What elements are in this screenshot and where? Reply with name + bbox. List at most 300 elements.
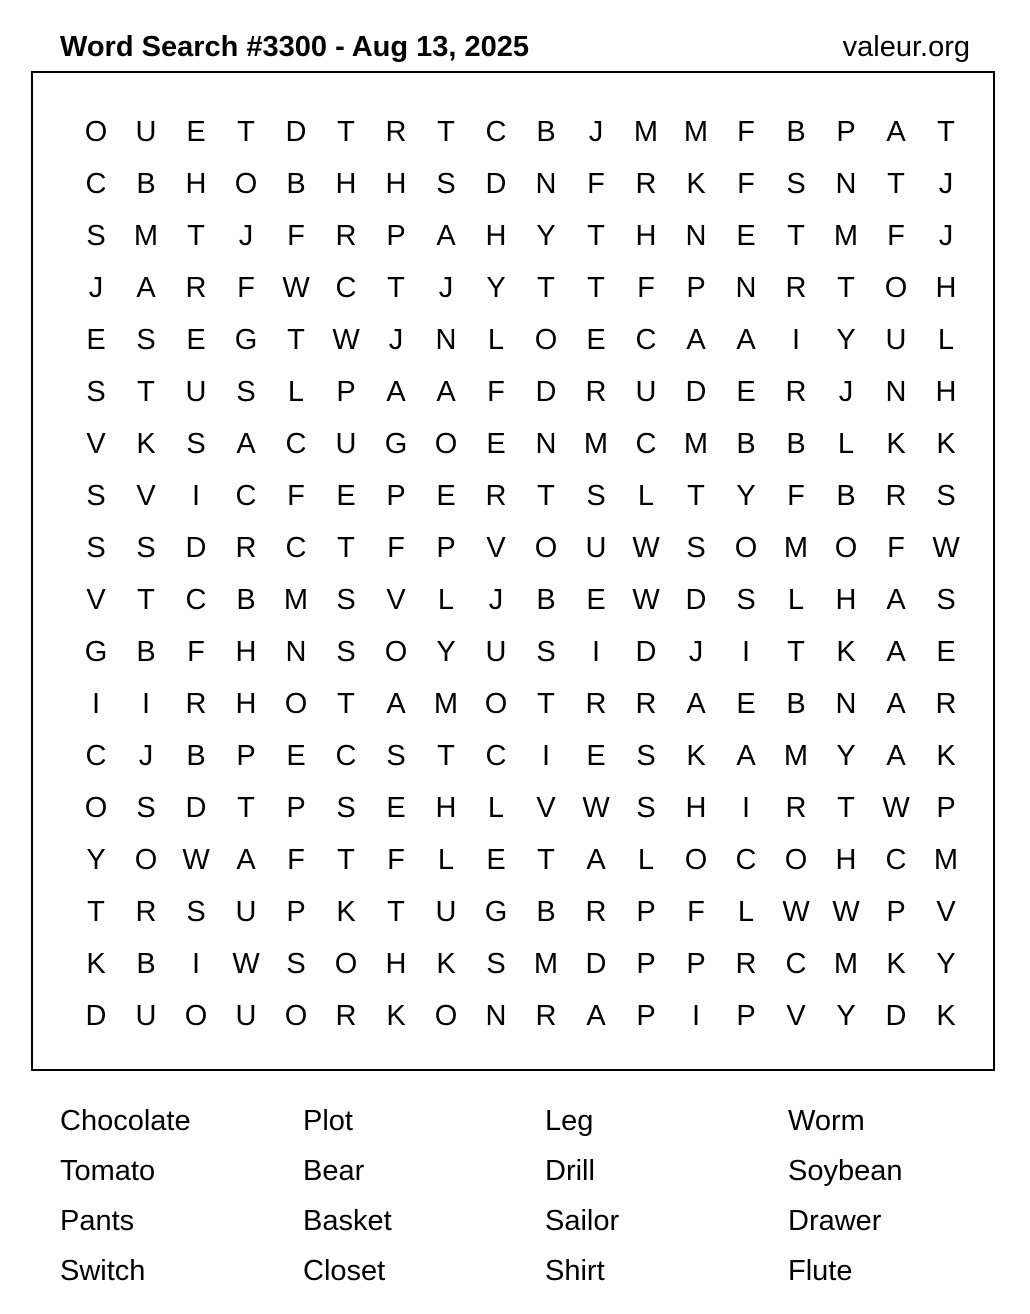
grid-cell[interactable]: N — [485, 1000, 507, 1032]
grid-cell[interactable]: M — [533, 948, 559, 980]
grid-cell[interactable]: D — [685, 584, 707, 616]
grid-cell[interactable]: T — [387, 896, 405, 928]
grid-cell[interactable]: D — [885, 1000, 907, 1032]
grid-cell[interactable]: U — [485, 636, 507, 668]
grid-cell[interactable]: R — [735, 948, 757, 980]
grid-cell[interactable]: P — [636, 896, 656, 928]
grid-cell[interactable]: O — [284, 688, 308, 720]
grid-cell[interactable]: R — [935, 688, 957, 720]
grid-cell[interactable]: T — [837, 272, 855, 304]
grid-cell[interactable]: E — [336, 480, 356, 512]
grid-cell[interactable]: S — [386, 740, 406, 772]
grid-cell[interactable]: H — [635, 220, 657, 252]
grid-cell[interactable]: O — [384, 636, 408, 668]
grid-cell[interactable]: C — [335, 740, 357, 772]
grid-cell[interactable]: F — [187, 636, 205, 668]
grid-cell[interactable]: L — [787, 584, 805, 616]
grid-cell[interactable]: E — [936, 636, 956, 668]
grid-cell[interactable]: H — [335, 168, 357, 200]
grid-cell[interactable]: C — [285, 532, 307, 564]
grid-cell[interactable]: R — [785, 376, 807, 408]
grid-cell[interactable]: K — [886, 948, 906, 980]
grid-cell[interactable]: B — [736, 428, 756, 460]
grid-cell[interactable]: D — [185, 792, 207, 824]
grid-cell[interactable]: C — [885, 844, 907, 876]
grid-cell[interactable]: H — [185, 168, 207, 200]
grid-cell[interactable]: V — [486, 532, 506, 564]
grid-cell[interactable]: T — [437, 740, 455, 772]
grid-cell[interactable]: P — [936, 792, 956, 824]
grid-cell[interactable]: U — [585, 532, 607, 564]
grid-cell[interactable]: H — [685, 792, 707, 824]
grid-cell[interactable]: R — [785, 792, 807, 824]
grid-cell[interactable]: U — [885, 324, 907, 356]
grid-cell[interactable]: L — [287, 376, 305, 408]
grid-cell[interactable]: T — [587, 272, 605, 304]
grid-cell[interactable]: J — [388, 324, 404, 356]
grid-cell[interactable]: W — [932, 532, 960, 564]
grid-cell[interactable]: T — [287, 324, 305, 356]
grid-cell[interactable]: T — [587, 220, 605, 252]
grid-cell[interactable]: V — [786, 1000, 806, 1032]
grid-cell[interactable]: M — [833, 220, 859, 252]
grid-cell[interactable]: O — [534, 324, 558, 356]
grid-cell[interactable]: Y — [936, 948, 956, 980]
grid-cell[interactable]: C — [85, 168, 107, 200]
grid-cell[interactable]: R — [235, 532, 257, 564]
grid-cell[interactable]: E — [486, 844, 506, 876]
grid-cell[interactable]: I — [91, 688, 101, 720]
grid-cell[interactable]: R — [335, 220, 357, 252]
grid-cell[interactable]: I — [741, 792, 751, 824]
grid-cell[interactable]: S — [336, 636, 356, 668]
grid-cell[interactable]: S — [486, 948, 506, 980]
grid-cell[interactable]: L — [837, 428, 855, 460]
grid-cell[interactable]: R — [785, 272, 807, 304]
grid-cell[interactable]: F — [387, 844, 405, 876]
grid-cell[interactable]: H — [235, 636, 257, 668]
grid-cell[interactable]: R — [185, 688, 207, 720]
grid-cell[interactable]: P — [636, 948, 656, 980]
grid-cell[interactable]: K — [86, 948, 106, 980]
grid-cell[interactable]: E — [486, 428, 506, 460]
grid-cell[interactable]: L — [637, 480, 655, 512]
grid-cell[interactable]: P — [686, 272, 706, 304]
grid-cell[interactable]: T — [337, 532, 355, 564]
grid-cell[interactable]: R — [535, 1000, 557, 1032]
grid-cell[interactable]: U — [235, 896, 257, 928]
grid-cell[interactable]: S — [286, 948, 306, 980]
grid-cell[interactable]: H — [935, 376, 957, 408]
grid-cell[interactable]: W — [832, 896, 860, 928]
grid-cell[interactable]: F — [787, 480, 805, 512]
grid-cell[interactable]: F — [887, 220, 905, 252]
grid-cell[interactable]: L — [487, 324, 505, 356]
grid-cell[interactable]: B — [286, 168, 306, 200]
grid-cell[interactable]: K — [836, 636, 856, 668]
grid-cell[interactable]: U — [235, 1000, 257, 1032]
grid-cell[interactable]: M — [783, 740, 809, 772]
grid-cell[interactable]: E — [286, 740, 306, 772]
grid-cell[interactable]: G — [384, 428, 408, 460]
grid-cell[interactable]: T — [537, 688, 555, 720]
grid-cell[interactable]: O — [84, 792, 108, 824]
grid-cell[interactable]: K — [886, 428, 906, 460]
grid-cell[interactable]: T — [137, 376, 155, 408]
grid-cell[interactable]: P — [286, 792, 306, 824]
grid-cell[interactable]: B — [536, 896, 556, 928]
grid-cell[interactable]: S — [736, 584, 756, 616]
grid-cell[interactable]: M — [683, 428, 709, 460]
grid-cell[interactable]: S — [586, 480, 606, 512]
grid-cell[interactable]: N — [835, 168, 857, 200]
grid-cell[interactable]: T — [537, 480, 555, 512]
grid-cell[interactable]: R — [135, 896, 157, 928]
grid-cell[interactable]: F — [737, 168, 755, 200]
grid-cell[interactable]: R — [585, 688, 607, 720]
grid-cell[interactable]: T — [787, 636, 805, 668]
grid-cell[interactable]: Y — [836, 740, 856, 772]
grid-cell[interactable]: O — [784, 844, 808, 876]
grid-cell[interactable]: U — [185, 376, 207, 408]
grid-cell[interactable]: S — [686, 532, 706, 564]
grid-cell[interactable]: B — [136, 948, 156, 980]
grid-cell[interactable]: C — [285, 428, 307, 460]
grid-cell[interactable]: L — [487, 792, 505, 824]
grid-cell[interactable]: J — [938, 220, 954, 252]
grid-cell[interactable]: C — [85, 740, 107, 772]
grid-cell[interactable]: P — [636, 1000, 656, 1032]
grid-cell[interactable]: S — [786, 168, 806, 200]
grid-cell[interactable]: C — [185, 584, 207, 616]
grid-cell[interactable]: D — [185, 532, 207, 564]
grid-cell[interactable]: T — [237, 116, 255, 148]
grid-cell[interactable]: F — [287, 844, 305, 876]
grid-cell[interactable]: E — [186, 116, 206, 148]
grid-cell[interactable]: E — [736, 688, 756, 720]
grid-cell[interactable]: Y — [86, 844, 106, 876]
grid-cell[interactable]: H — [385, 948, 407, 980]
grid-cell[interactable]: S — [136, 324, 156, 356]
grid-cell[interactable]: C — [235, 480, 257, 512]
grid-cell[interactable]: E — [736, 220, 756, 252]
grid-cell[interactable]: A — [736, 324, 756, 356]
grid-cell[interactable]: D — [535, 376, 557, 408]
grid-cell[interactable]: P — [386, 480, 406, 512]
grid-cell[interactable]: B — [136, 636, 156, 668]
grid-cell[interactable]: O — [484, 688, 508, 720]
grid-cell[interactable]: F — [687, 896, 705, 928]
grid-cell[interactable]: E — [736, 376, 756, 408]
grid-cell[interactable]: N — [685, 220, 707, 252]
grid-cell[interactable]: W — [232, 948, 260, 980]
grid-cell[interactable]: D — [685, 376, 707, 408]
grid-cell[interactable]: I — [791, 324, 801, 356]
grid-cell[interactable]: T — [837, 792, 855, 824]
grid-cell[interactable]: O — [534, 532, 558, 564]
grid-cell[interactable]: I — [591, 636, 601, 668]
grid-cell[interactable]: S — [536, 636, 556, 668]
grid-cell[interactable]: A — [886, 116, 906, 148]
grid-cell[interactable]: N — [435, 324, 457, 356]
grid-cell[interactable]: F — [637, 272, 655, 304]
grid-cell[interactable]: N — [885, 376, 907, 408]
grid-cell[interactable]: O — [234, 168, 258, 200]
grid-cell[interactable]: K — [436, 948, 456, 980]
grid-cell[interactable]: M — [783, 532, 809, 564]
grid-cell[interactable]: T — [187, 220, 205, 252]
grid-cell[interactable]: P — [236, 740, 256, 772]
grid-cell[interactable]: P — [886, 896, 906, 928]
grid-cell[interactable]: I — [691, 1000, 701, 1032]
grid-cell[interactable]: A — [886, 636, 906, 668]
grid-cell[interactable]: K — [936, 1000, 956, 1032]
grid-cell[interactable]: E — [586, 740, 606, 772]
grid-cell[interactable]: S — [136, 532, 156, 564]
grid-cell[interactable]: K — [336, 896, 356, 928]
grid-cell[interactable]: Y — [836, 324, 856, 356]
grid-cell[interactable]: F — [487, 376, 505, 408]
grid-cell[interactable]: T — [387, 272, 405, 304]
grid-cell[interactable]: O — [434, 428, 458, 460]
grid-cell[interactable]: A — [136, 272, 156, 304]
grid-cell[interactable]: B — [136, 168, 156, 200]
grid-cell[interactable]: J — [838, 376, 854, 408]
grid-cell[interactable]: J — [588, 116, 604, 148]
grid-cell[interactable]: V — [536, 792, 556, 824]
grid-cell[interactable]: V — [386, 584, 406, 616]
grid-cell[interactable]: C — [335, 272, 357, 304]
grid-cell[interactable]: V — [86, 428, 106, 460]
grid-cell[interactable]: A — [586, 844, 606, 876]
grid-cell[interactable]: A — [386, 688, 406, 720]
grid-cell[interactable]: R — [635, 688, 657, 720]
grid-cell[interactable]: I — [541, 740, 551, 772]
grid-cell[interactable]: T — [787, 220, 805, 252]
grid-cell[interactable]: H — [835, 844, 857, 876]
grid-cell[interactable]: U — [135, 116, 157, 148]
grid-cell[interactable]: D — [85, 1000, 107, 1032]
grid-cell[interactable]: F — [287, 480, 305, 512]
grid-cell[interactable]: M — [283, 584, 309, 616]
grid-cell[interactable]: G — [84, 636, 108, 668]
grid-cell[interactable]: S — [936, 584, 956, 616]
grid-cell[interactable]: B — [786, 428, 806, 460]
grid-cell[interactable]: E — [86, 324, 106, 356]
grid-cell[interactable]: P — [386, 220, 406, 252]
grid-cell[interactable]: T — [337, 844, 355, 876]
grid-cell[interactable]: A — [586, 1000, 606, 1032]
grid-cell[interactable]: I — [141, 688, 151, 720]
grid-cell[interactable]: F — [587, 168, 605, 200]
grid-cell[interactable]: F — [737, 116, 755, 148]
grid-cell[interactable]: A — [386, 376, 406, 408]
grid-cell[interactable]: D — [635, 636, 657, 668]
grid-cell[interactable]: O — [684, 844, 708, 876]
grid-cell[interactable]: F — [387, 532, 405, 564]
grid-cell[interactable]: C — [735, 844, 757, 876]
grid-cell[interactable]: O — [184, 1000, 208, 1032]
grid-cell[interactable]: W — [332, 324, 360, 356]
grid-cell[interactable]: I — [191, 948, 201, 980]
grid-cell[interactable]: S — [336, 584, 356, 616]
grid-cell[interactable]: T — [887, 168, 905, 200]
grid-cell[interactable]: O — [884, 272, 908, 304]
grid-cell[interactable]: I — [741, 636, 751, 668]
grid-cell[interactable]: O — [334, 948, 358, 980]
grid-cell[interactable]: M — [833, 948, 859, 980]
grid-cell[interactable]: M — [933, 844, 959, 876]
grid-cell[interactable]: U — [635, 376, 657, 408]
grid-cell[interactable]: T — [937, 116, 955, 148]
grid-cell[interactable]: W — [282, 272, 310, 304]
grid-cell[interactable]: K — [686, 168, 706, 200]
grid-cell[interactable]: W — [632, 584, 660, 616]
grid-cell[interactable]: C — [785, 948, 807, 980]
grid-cell[interactable]: H — [935, 272, 957, 304]
grid-cell[interactable]: B — [536, 116, 556, 148]
grid-cell[interactable]: R — [335, 1000, 357, 1032]
grid-cell[interactable]: M — [133, 220, 159, 252]
grid-cell[interactable]: E — [436, 480, 456, 512]
grid-cell[interactable]: A — [886, 584, 906, 616]
grid-cell[interactable]: E — [386, 792, 406, 824]
grid-cell[interactable]: S — [436, 168, 456, 200]
grid-cell[interactable]: S — [636, 740, 656, 772]
grid-cell[interactable]: O — [284, 1000, 308, 1032]
grid-cell[interactable]: W — [782, 896, 810, 928]
grid-cell[interactable]: G — [484, 896, 508, 928]
grid-cell[interactable]: S — [336, 792, 356, 824]
grid-cell[interactable]: Y — [536, 220, 556, 252]
grid-cell[interactable]: B — [236, 584, 256, 616]
grid-cell[interactable]: S — [86, 220, 106, 252]
grid-cell[interactable]: R — [185, 272, 207, 304]
grid-cell[interactable]: U — [135, 1000, 157, 1032]
grid-cell[interactable]: N — [535, 428, 557, 460]
grid-cell[interactable]: S — [186, 428, 206, 460]
grid-cell[interactable]: J — [438, 272, 454, 304]
grid-cell[interactable]: L — [737, 896, 755, 928]
grid-cell[interactable]: P — [686, 948, 706, 980]
grid-cell[interactable]: J — [488, 584, 504, 616]
grid-cell[interactable]: S — [936, 480, 956, 512]
grid-cell[interactable]: M — [633, 116, 659, 148]
grid-cell[interactable]: R — [585, 896, 607, 928]
grid-cell[interactable]: N — [735, 272, 757, 304]
grid-cell[interactable]: D — [585, 948, 607, 980]
grid-cell[interactable]: A — [436, 220, 456, 252]
grid-cell[interactable]: C — [485, 116, 507, 148]
grid-cell[interactable]: B — [536, 584, 556, 616]
grid-cell[interactable]: B — [786, 116, 806, 148]
grid-cell[interactable]: C — [635, 324, 657, 356]
grid-cell[interactable]: L — [937, 324, 955, 356]
grid-cell[interactable]: K — [686, 740, 706, 772]
grid-cell[interactable]: U — [335, 428, 357, 460]
grid-cell[interactable]: P — [736, 1000, 756, 1032]
grid-cell[interactable]: A — [436, 376, 456, 408]
grid-cell[interactable]: H — [435, 792, 457, 824]
grid-cell[interactable]: K — [136, 428, 156, 460]
grid-cell[interactable]: J — [238, 220, 254, 252]
grid-cell[interactable]: J — [88, 272, 104, 304]
grid-cell[interactable]: B — [186, 740, 206, 772]
grid-cell[interactable]: P — [336, 376, 356, 408]
grid-cell[interactable]: J — [938, 168, 954, 200]
grid-cell[interactable]: T — [437, 116, 455, 148]
grid-cell[interactable]: S — [86, 376, 106, 408]
grid-cell[interactable]: B — [836, 480, 856, 512]
grid-cell[interactable]: O — [84, 116, 108, 148]
grid-cell[interactable]: M — [433, 688, 459, 720]
grid-cell[interactable]: N — [285, 636, 307, 668]
grid-cell[interactable]: E — [586, 584, 606, 616]
grid-cell[interactable]: S — [236, 376, 256, 408]
grid-cell[interactable]: T — [87, 896, 105, 928]
grid-cell[interactable]: Y — [736, 480, 756, 512]
grid-cell[interactable]: A — [686, 688, 706, 720]
grid-cell[interactable]: L — [637, 844, 655, 876]
grid-cell[interactable]: A — [236, 844, 256, 876]
grid-cell[interactable]: W — [582, 792, 610, 824]
grid-cell[interactable]: G — [234, 324, 258, 356]
grid-cell[interactable]: R — [385, 116, 407, 148]
grid-cell[interactable]: E — [586, 324, 606, 356]
grid-cell[interactable]: D — [485, 168, 507, 200]
grid-cell[interactable]: A — [886, 740, 906, 772]
grid-cell[interactable]: T — [337, 688, 355, 720]
grid-cell[interactable]: J — [138, 740, 154, 772]
grid-cell[interactable]: Y — [836, 1000, 856, 1032]
grid-cell[interactable]: A — [886, 688, 906, 720]
grid-cell[interactable]: A — [236, 428, 256, 460]
grid-cell[interactable]: O — [434, 1000, 458, 1032]
grid-cell[interactable]: Y — [486, 272, 506, 304]
grid-cell[interactable]: T — [687, 480, 705, 512]
grid-cell[interactable]: T — [537, 844, 555, 876]
grid-cell[interactable]: S — [86, 480, 106, 512]
grid-cell[interactable]: F — [287, 220, 305, 252]
grid-cell[interactable]: O — [834, 532, 858, 564]
grid-cell[interactable]: S — [636, 792, 656, 824]
grid-cell[interactable]: U — [435, 896, 457, 928]
grid-cell[interactable]: T — [137, 584, 155, 616]
grid-cell[interactable]: N — [835, 688, 857, 720]
grid-cell[interactable]: S — [186, 896, 206, 928]
grid-cell[interactable]: C — [485, 740, 507, 772]
grid-cell[interactable]: H — [385, 168, 407, 200]
grid-cell[interactable]: L — [437, 844, 455, 876]
grid-cell[interactable]: W — [632, 532, 660, 564]
grid-cell[interactable]: R — [485, 480, 507, 512]
grid-cell[interactable]: A — [736, 740, 756, 772]
grid-cell[interactable]: T — [337, 116, 355, 148]
grid-cell[interactable]: S — [136, 792, 156, 824]
grid-cell[interactable]: B — [786, 688, 806, 720]
grid-cell[interactable]: D — [285, 116, 307, 148]
grid-cell[interactable]: I — [191, 480, 201, 512]
grid-cell[interactable]: T — [537, 272, 555, 304]
grid-cell[interactable]: W — [182, 844, 210, 876]
grid-cell[interactable]: F — [887, 532, 905, 564]
grid-cell[interactable]: H — [235, 688, 257, 720]
grid-cell[interactable]: P — [836, 116, 856, 148]
grid-cell[interactable]: V — [936, 896, 956, 928]
grid-cell[interactable]: P — [286, 896, 306, 928]
grid-cell[interactable]: V — [86, 584, 106, 616]
grid-cell[interactable]: R — [635, 168, 657, 200]
